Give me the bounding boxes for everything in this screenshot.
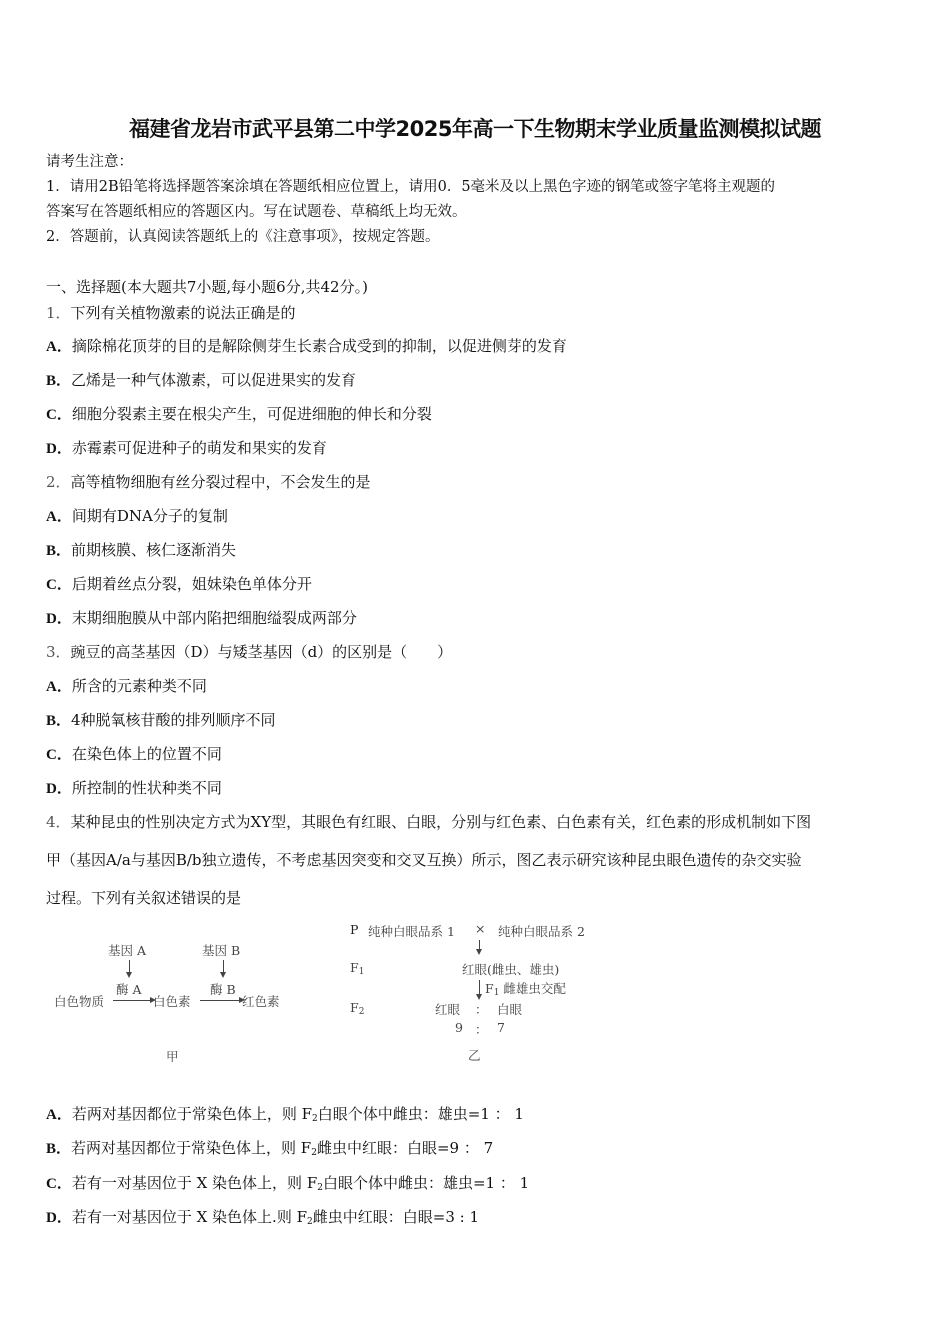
question-text: 甲（基因A/a与基因B/b独立遗传，不考虑基因突变和交叉互换）所示，图乙表示研究该种昆虫眼色遗传的杂交实验: [46, 851, 802, 869]
option-text: 若有一对基因位于 X 染色体上，则 $F_2$白眼个体中雌虫：雄虫=1 ： 1: [71, 1174, 530, 1193]
option-a: [46, 505, 228, 526]
white-substance-label: 白色物质: [54, 994, 105, 1009]
question-1-stem: [46, 302, 296, 323]
question-number: 1．: [46, 304, 71, 322]
white-pigment-label: 白色素: [153, 994, 191, 1009]
option-letter: A．: [46, 1107, 72, 1123]
option-letter: A．: [46, 339, 72, 355]
f1-cross-label: $F_1$ 雌雄虫交配: [485, 981, 566, 998]
option-d: [46, 1206, 479, 1227]
option-text: 乙烯是一种气体激素，可以促进果实的发育: [71, 371, 357, 389]
question-text: 豌豆的高茎基因（D）与矮茎基因（d）的区别是（ ）: [70, 643, 453, 661]
arrow-right-icon: [113, 1000, 151, 1001]
figure-caption: 甲: [166, 1049, 179, 1064]
notice-heading: 请考生注意：: [46, 154, 133, 170]
option-letter: B．: [46, 1141, 72, 1157]
question-text: 下列有关植物激素的说法正确是的: [70, 304, 296, 322]
option-text: 在染色体上的位置不同: [71, 745, 222, 763]
option-b: [46, 369, 356, 390]
notice-item: 1．请用2B铅笔将选择题答案涂填在答题纸相应位置上，请用0．5毫米及以上黑色字迹的钢笔或签字笔将主观题的: [46, 179, 776, 195]
question-2-stem: [46, 471, 371, 492]
ratio-white: 7: [497, 1020, 505, 1035]
enzyme-b-label: 酶 B: [210, 982, 236, 997]
option-letter: B．: [46, 713, 72, 729]
f2-label: $F_2$: [350, 1000, 365, 1017]
question-4-stem: [46, 803, 916, 917]
parent-2-label: 纯种白眼品系 2: [498, 924, 585, 939]
arrow-down-icon: [479, 980, 480, 995]
figure-yi-cross: [345, 918, 615, 1063]
question-number: 2．: [46, 473, 71, 491]
section-heading: 一、选择题(本大题共7小题,每小题6分,共42分。): [46, 278, 368, 296]
option-letter: C．: [46, 747, 72, 763]
option-text: 若两对基因都位于常染色体上，则 $F_2$白眼个体中雌虫：雄虫=1 ： 1: [71, 1105, 524, 1124]
arrow-down-icon: [223, 960, 224, 973]
option-letter: D．: [46, 611, 72, 627]
f2-red-eye: 红眼: [435, 1002, 461, 1017]
option-letter: C．: [46, 577, 72, 593]
gene-b-label: 基因 B: [202, 943, 241, 958]
option-d: [46, 777, 222, 798]
option-d: [46, 607, 357, 628]
option-a: [46, 335, 567, 356]
arrow-right-icon: [200, 1000, 240, 1001]
option-text: 若有一对基因位于 X 染色体上.则 $F_2$雌虫中红眼：白眼=3 : 1: [71, 1208, 479, 1227]
enzyme-a-label: 酶 A: [116, 982, 142, 997]
option-c: [46, 1172, 529, 1193]
gene-a-label: 基因 A: [108, 943, 147, 958]
figure-caption: 乙: [468, 1048, 481, 1063]
option-letter: A．: [46, 509, 72, 525]
cross-symbol: ×: [475, 921, 486, 936]
arrow-down-icon: [479, 940, 480, 950]
option-d: [46, 437, 327, 458]
question-text: 过程。下列有关叙述错误的是: [46, 889, 242, 907]
parent-1-label: 纯种白眼品系 1: [368, 924, 455, 939]
option-c: [46, 403, 432, 424]
option-letter: D．: [46, 1210, 72, 1226]
option-b: [46, 539, 236, 560]
red-pigment-label: 红色素: [242, 994, 280, 1009]
option-letter: D．: [46, 441, 72, 457]
option-a: [46, 1103, 524, 1124]
option-text: 所控制的性状种类不同: [71, 779, 222, 797]
notice-item: 答案写在答题纸相应的答题区内。写在试题卷、草稿纸上均无效。: [46, 204, 467, 220]
option-letter: C．: [46, 407, 72, 423]
option-letter: B．: [46, 373, 72, 389]
option-letter: B．: [46, 543, 72, 559]
question-number: 4．: [46, 813, 71, 831]
option-text: 间期有DNA分子的复制: [71, 507, 228, 525]
question-text: 某种昆虫的性别决定方式为XY型，其眼色有红眼、白眼，分别与红色素、白色素有关，红色素的形成机制如下图: [70, 813, 812, 831]
option-text: 赤霉素可促进种子的萌发和果实的发育: [71, 439, 327, 457]
option-text: 若两对基因都位于常染色体上，则 $F_2$雌虫中红眼：白眼=9 ： 7: [71, 1139, 494, 1158]
f2-colon: ：: [475, 1002, 488, 1017]
ratio-colon: ：: [475, 1022, 488, 1037]
notice-block: [46, 150, 906, 250]
option-b: [46, 1137, 493, 1158]
question-3-stem: [46, 641, 452, 662]
option-letter: C．: [46, 1176, 72, 1192]
option-letter: A．: [46, 679, 72, 695]
option-letter: D．: [46, 781, 72, 797]
f1-label: $F_1$: [350, 960, 365, 977]
option-text: 所含的元素种类不同: [71, 677, 207, 695]
question-text: 高等植物细胞有丝分裂过程中，不会发生的是: [70, 473, 371, 491]
option-c: [46, 743, 222, 764]
arrow-down-icon: [129, 960, 130, 973]
question-number: 3．: [46, 643, 71, 661]
ratio-red: 9: [455, 1020, 463, 1035]
option-text: 末期细胞膜从中部内陷把细胞缢裂成两部分: [71, 609, 357, 627]
option-a: [46, 675, 207, 696]
p-generation-label: P: [350, 922, 359, 937]
option-text: 前期核膜、核仁逐渐消失: [71, 541, 237, 559]
option-b: [46, 709, 276, 730]
option-c: [46, 573, 312, 594]
figure-jia-pathway: [50, 938, 290, 1068]
option-text: 细胞分裂素主要在根尖产生，可促进细胞的伸长和分裂: [71, 405, 432, 423]
option-text: 后期着丝点分裂，姐妹染色单体分开: [71, 575, 312, 593]
option-text: 摘除棉花顶芽的目的是解除侧芽生长素合成受到的抑制，以促进侧芽的发育: [71, 337, 567, 355]
notice-item: 2．答题前，认真阅读答题纸上的《注意事项》，按规定答题。: [46, 229, 440, 245]
page-title: 福建省龙岩市武平县第二中学2025年高一下生物期末学业质量监测模拟试题: [129, 117, 821, 141]
option-text: 4种脱氧核苷酸的排列顺序不同: [71, 711, 276, 729]
f2-white-eye: 白眼: [497, 1002, 523, 1017]
f1-result: 红眼(雌虫、雄虫): [462, 962, 560, 977]
